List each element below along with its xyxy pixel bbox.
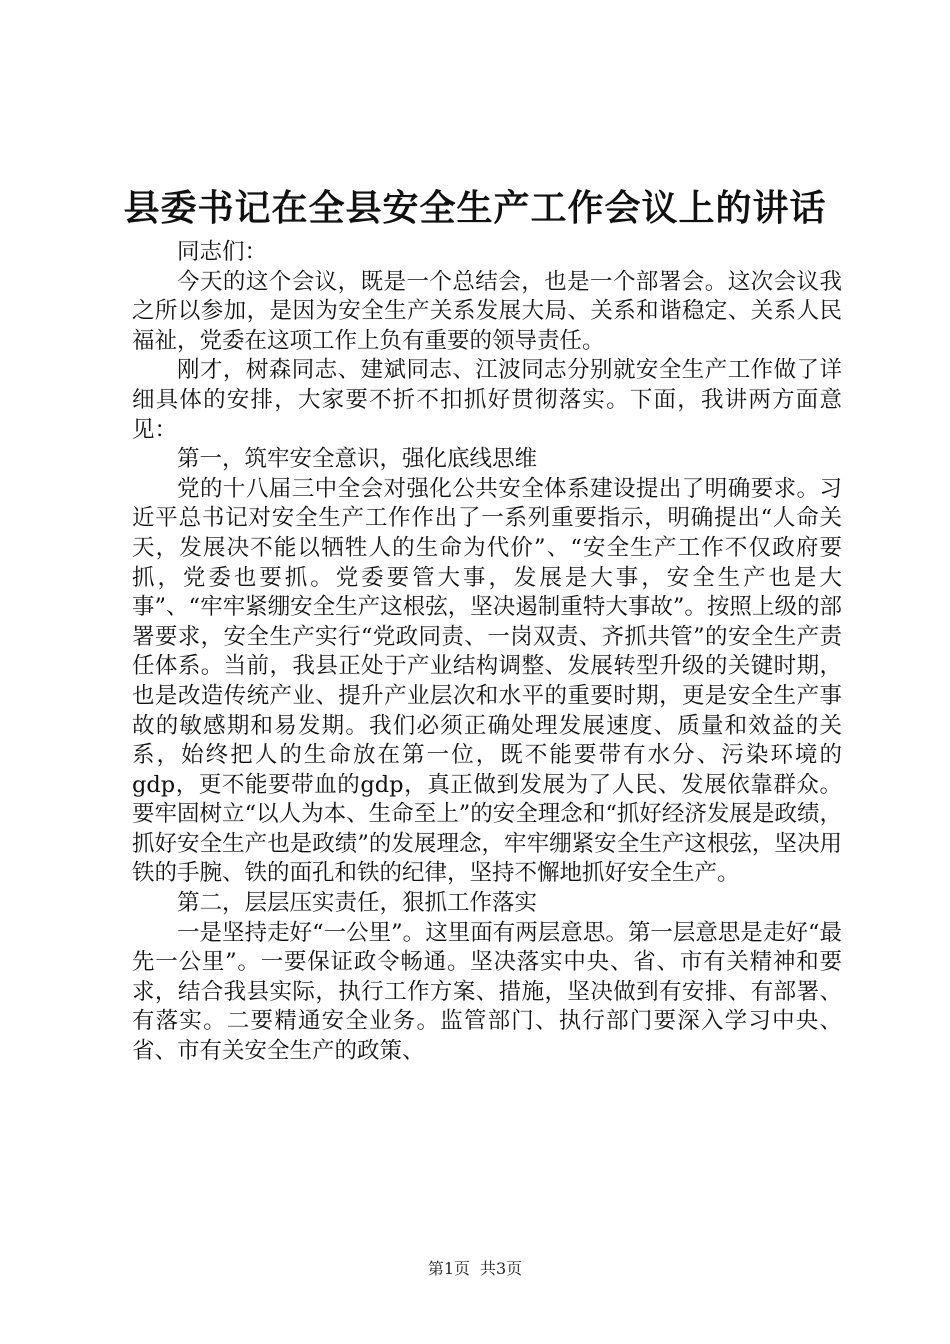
body-paragraph: 刚才，树森同志、建斌同志、江波同志分别就安全生产工作做了详细具体的安排，大家要不折不扣抓好贯彻落实。下面，我讲两方面意见： (132, 357, 842, 443)
page-footer (0, 1258, 950, 1280)
page-number: 第1页 (427, 1259, 470, 1278)
salutation-paragraph: 同志们： (177, 239, 268, 265)
page-total: 共3页 (480, 1259, 523, 1278)
body-paragraph: 党的十八届三中全会对强化公共安全体系建设提出了明确要求。习近平总书记对安全生产工作作出了一系列重要指示，明确提出“人命关天，发展决不能以牺牲人的生命为代价”、“安全生产工作不仅政府要抓，党委也要抓。党委要管大事，发展是大事，安全生产也是大事”、“牢牢紧绷安全生产这根弦，坚决遏制重特大事故”。按照上级的部署要求，安全生产实行“党政同责、一岗双责、齐抓共管”的安全生产责任体系。当前，我县正处于产业结构调整、发展转型升级的关键时期，也是改造传统产业、提升产业层次和水平的重要时期，更是安全生产事故的敏感期和易发期。我们必须正确处理发展速度、质量和效益的关系，始终把人的生命放在第一位，既不能要带有水分、污染环境的gdp，更不能要带血的gdp，真正做到发展为了人民、发展依靠群众。要牢固树立“以人为本、生命至上”的安全理念和“抓好经济发展是政绩，抓好安全生产也是政绩”的发展理念，牢牢绷紧安全生产这根弦，坚决用铁的手腕、铁的面孔和铁的纪律，坚持不懈地抓好安全生产。 (132, 475, 842, 887)
section-heading: 第一，筑牢安全意识，强化底线思维 (177, 446, 538, 473)
document-title: 县委书记在全县安全生产工作会议上的讲话 (123, 187, 827, 229)
section-heading: 第二，层层压实责任，狠抓工作落实 (177, 890, 538, 917)
document-body (132, 238, 842, 1067)
body-paragraph: 今天的这个会议，既是一个总结会，也是一个部署会。这次会议我之所以参加，是因为安全生产关系发展大局、关系和谐稳定、关系人民福祉，党委在这项工作上负有重要的领导责任。 (132, 268, 842, 354)
body-paragraph: 一是坚持走好“一公里”。这里面有两层意思。第一层意思是走好“最先一公里”。一要保证政令畅通。坚决落实中央、省、市有关精神和要求，结合我县实际，执行工作方案、措施，坚决做到有安排、有部署、有落实。二要精通安全业务。监管部门、执行部门要深入学习中央、省、市有关安全生产的政策、 (132, 919, 842, 1065)
